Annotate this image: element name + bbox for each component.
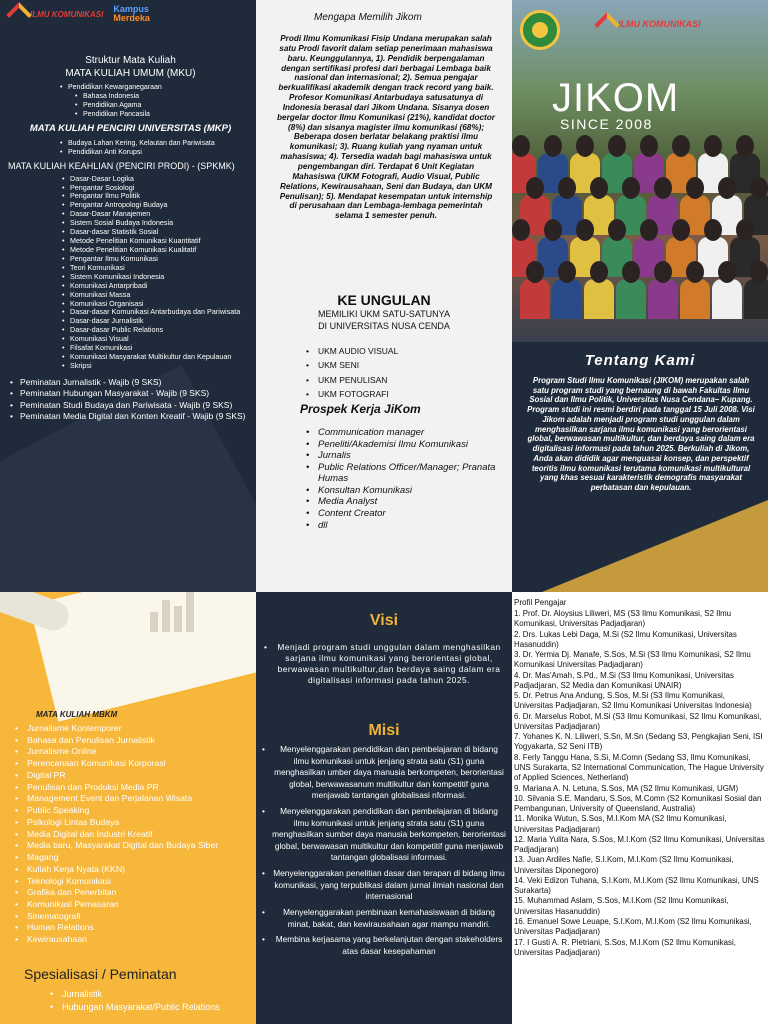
list-item: • Psikologi Lintas Budaya [15,817,218,829]
lecturer-item: 15. Muhammad Aslam, S.Sos, M.I.Kom (S2 Ilmu Komunikasi, Universitas Hasanuddin) [514,896,729,916]
photo-person [622,261,640,283]
list-item: • Pengantar Ilmu Komunikasi [60,255,253,264]
list-item: • Public Speaking [15,805,218,817]
photo-person [672,219,690,241]
list-item: • Management Event dan Perjalanan Wisata [15,793,218,805]
mku-list [58,83,253,119]
photo-person [750,177,768,199]
list-item: • Peminatan Studi Budaya dan Pariwisata - Wajib (9 SKS) [8,400,253,411]
list-item: • Human Relations [15,922,218,934]
list-item: • Media Digital dan Industri Kreatif [15,829,218,841]
list-item: • Pengantar Antropologi Budaya [60,201,253,210]
list-item: • Dasar-dasar Komunikasi Antarbudaya dan Pariwisata [60,308,253,317]
lecturer-item: 9. Mariana A. N. Letuna, S.Sos, MA (S2 Ilmu Komunikasi, UGM) [514,783,739,793]
list-item: • Jurnalisme Online [15,746,218,758]
lecturer-item: 4. Dr. Mas'Amah, S.Pd., M.Si (S3 Ilmu Komunikasi, Universitas Padjadjaran, S2 Media dan Komunikasi UNAIR) [514,670,734,690]
list-item: • Perencanaan Komunikasi Korporasi [15,758,218,770]
panel-tentang-kami [512,0,768,592]
visi-list [264,642,504,686]
list-item: • Dasar-dasar Jurnalistik [60,317,253,326]
list-item: • Peminatan Jurnalistik - Wajib (9 SKS) [8,377,253,388]
panel-mengapa-jikom [256,0,512,592]
list-item: • Teknologi Komunikasi [15,876,218,888]
list-item: • Komunikasi Masyarakat Multikultur dan Kepulauan [60,353,253,362]
lecturer-item: 5. Dr. Petrus Ana Andung, S.Sos, M.Si (S3 Ilmu Komunikasi, Universitas Padjadjaran, S2 Ilmu Komunikasi Universitas Indonesia) [514,691,752,711]
photo-person [704,135,722,157]
visi-text: • Menjadi program studi unggulan dalam menghasilkan sarjana ilmu komunikasi yang berorientasi global, berwawasan multikultur,dan berdaya saing dalam era digitalisasi informasi pada tahun 2025. [264,642,504,686]
list-item: • Komunikasi Visual [60,335,253,344]
lecturer-item: 17. I Gusti A. R. Pietriani, S.Sos, M.I.Kom (S2 Ilmu Komunikasi, Universitas Padjadjaran) [514,937,736,957]
lecturer-item: 2. Drs. Lukas Lebi Daga, M.Si (S2 Ilmu Komunikasi, Universitas Hasanuddin) [514,629,737,649]
photo-person [590,261,608,283]
panel-visi-misi [256,592,512,1024]
list-item: • Pendidikan Kewarganegaraan [58,83,253,92]
logo-bar [8,4,150,24]
list-item: • Pengantar Ilmu Politik [60,192,253,201]
list-item: • Dasar-Dasar Logika [60,175,253,184]
list-item: • Komunikasi Pemasaran [15,899,218,911]
spesialisasi-list [50,988,220,1013]
list-item: • Komunikasi Antarpribadi [60,282,253,291]
lecturer-item: 1. Prof. Dr. Aloysius Liliweri, MS (S3 Ilmu Komunikasi, S2 Ilmu Komunikasi, Universitas Padjadjaran) [514,609,732,629]
mkp-title: MATA KULIAH PENCIRI UNIVERSITAS (MKP) [29,123,232,135]
photo-person [654,261,672,283]
tentang-title: Tentang Kami [584,352,696,369]
lecturer-item: 16. Emanuel Sowe Leuape, S.I.Kom, M.I.Kom (S2 Ilmu Komunikasi, Universitas Padjadjaran) [514,916,752,937]
photo-person [544,219,562,241]
list-item: • Metode Penelitian Komunikasi Kualitatif [60,246,253,255]
peminatan-list [8,377,253,423]
photo-person [616,279,646,319]
list-item: • Kuliah Kerja Nyata (KKN) [15,864,218,876]
list-item: • Teori Komunikasi [60,264,253,273]
photo-person [608,219,626,241]
list-item: • Sinematografi [15,911,218,923]
list-item: • Jurnalisme Kontemporer [15,723,218,735]
list-item: • Media baru, Masyarakat Digital dan Budaya Siber [15,840,218,852]
lecturer-item: 11. Monika Wutun, S.Sos, M.I.Kom MA (S2 Ilmu Komunikasi, Universitas Padjadjaran) [514,814,727,834]
lecturer-item: 7. Yohanes K. N. Liliweri, S.Sn, M.Sn (Sedang S3, Pengkajian Seni, ISI Yogyakarta, S2 Seni ITB) [514,732,763,752]
list-item: • Konsultan Komunikasi [306,485,506,497]
struktur-title: Struktur Mata Kuliah [85,55,176,66]
photo-person [712,279,742,319]
photo-person [576,219,594,241]
keunggulan-subtitle: MEMILIKI UKM SATU-SATUNYA DI UNIVERSITAS NUSA CENDA [317,309,450,332]
prospek-list [306,427,506,531]
list-item: • Jurnalistik [50,988,220,1001]
photo-person [558,177,576,199]
list-item: • Bahasa dan Penulisan Jurnalistik [15,735,218,747]
photo-person [520,279,550,319]
photo-person [718,177,736,199]
list-item: • UKM AUDIO VISUAL [306,344,398,358]
list-item: • Jurnalis [306,450,506,462]
list-item: • Content Creator [306,508,506,520]
photo-person [704,219,722,241]
list-item: • Dasar-Dasar Manajemen [60,210,253,219]
group-photo [512,0,768,342]
lecturer-item: 12. Maria Yulita Nara, S.Sos, M.I.Kom (S2 Ilmu Komunikasi, Universitas Padjadjaran) [514,834,765,855]
list-item: • Menyelenggarakan pembinaan kemahasiswaan di bidang minat, bakat, dan kewirausahaan agar mampu mandiri. [262,907,506,930]
lecturer-item: 3. Dr. Yermia Dj. Manafe, S.Sos, M.Si (S3 Ilmu Komunikasi, S2 Ilmu Komunikasi Universitas Padjadjaran) [514,650,751,670]
photo-person [526,261,544,283]
photo-person [648,279,678,319]
list-item: • Media Analyst [306,496,506,508]
photo-person [544,135,562,157]
university-seal [520,10,560,50]
photo-person [686,177,704,199]
kampus-merdeka-logo: Kampus Merdeka [113,4,150,23]
list-item: • Grafika dan Penerbitan [15,887,218,899]
list-item: • Dasar-dasar Statistik Sosial [60,228,253,237]
photo-person [680,279,710,319]
visi-title: Visi [369,612,399,629]
list-item: • Kewirausahaan [15,934,218,946]
prospek-title: Prospek Kerja JiKom [300,402,421,416]
photo-person [590,177,608,199]
list-item: • Public Relations Officer/Manager; Pranata Humas [306,462,506,485]
panel-profil-pengajar [512,592,768,1024]
list-item: • Peminatan Media Digital dan Konten Kreatif - Wajib (9 SKS) [8,411,253,422]
lecturer-item: 14. Veki Edizon Tuhana, S.I.Kom, M.I.Kom (S2 Ilmu Komunikasi, UNS Surakarta) [514,875,759,896]
list-item: • Bahasa Indonesia [58,92,253,101]
spk-list [60,175,253,371]
since-label: SINCE 2008 [560,116,653,132]
spk-title: MATA KULIAH KEAHLIAN (PENCIRI PRODI) - (SPKMK) [8,160,235,171]
list-item: • Menyelenggarakan pendidikan dan pembelajaran di bidang ilmu komunikasi untuk jenjang strata satu (S1) guna menghasilkan umber daya manusia berkompeten, berorientasi global, berwawasanum multikultur dan kompetitif guna menjawab tantangan globalisasi nformasi. [262,744,506,802]
ilmu-komunikasi-logo: ILMU KOMUNIKASI [8,4,103,24]
list-item: • Pendidikan Pancasila [58,110,253,119]
mengapa-title: Mengapa Memilih Jikom [314,12,422,23]
list-item: • UKM FOTOGRAFI [306,387,398,401]
photo-person [672,135,690,157]
list-item: • Sistem Sosial Budaya Indonesia [60,219,253,228]
mengapa-text: Prodi Ilmu Komunikasi Fisip Undana merupakan salah satu Prodi favorit dalam setiap penerimaan mahasiswa baru. Keunggulannya, 1). Pendidik berpengalaman dengan sertifikasi profesi dari berbagai Lembaga baik nasional dan internasional; 2). Semua pengajar berkualifikasi akademik dengan track record yang baik. Profesor Komunikasi Antarbudaya satusatunya di Indonesia berasal dari Jikom Undana. Sisanya dosen bergelar doctor Ilmu Komunikasi (21%), kandidat doctor (8%) dan sisanya magister ilmu komunikasi (68%); Beberapa dosen berlatar belakang praktisi ilmu komunikasi; 3). Ruang kuliah yang nyaman untuk mahasiswa; 4). Tersedia wadah bagi mahasiswa untuk pengembangan diri. Terdapat 6 Unit Kegiatan Mahasiswa (UKM Fotografi, Audio Visual, Public Relations, Kewirausahaan, Seni dan Budaya, dan UKM Penulisan); 5). Mendapat kesempatan untuk internship di perusahaan dan Lembaga-lembaga pemerintah selama 1 semester penuh. [277,34,495,221]
list-item: • Pendidikan Agama [58,101,253,110]
photo-person [750,261,768,283]
profil-title: Profil Pengajar [514,598,567,607]
list-item: • Pengantar Sosiologi [60,184,253,193]
lecturer-list [514,609,766,958]
photo-person [622,177,640,199]
tentang-text: Program Studi Ilmu Komunikasi (JIKOM) merupakan salah satu program studi yang bernaung di bawah Fakultas Ilmu Sosial dan Ilmu Politik, Universitas Nusa Cendana– Kupang. Program studi ini resmi berdiri pada tanggal 15 Juli 2008. Visi Jikom adalah menjadi program studi unggulan dalam menghasilkan sarjana ilmu komunikasi yang berorientasi global, berwawasan multikultur, dan berdaya saing dalam era digitalisasi informasi pada tahun 2025. Berkuliah di Jikom, Anda akan dididik agar menguasai konsep, dan perspektif teoritis ilmu komunikasi terutama komunikasi multikultural yang khas sesuai karakteristik demografis masyarakat perbatasan dan kepulauan. [527,376,755,493]
photo-person [654,177,672,199]
photo-person [736,135,754,157]
lecturer-item: 10. Silvania S.E. Mandaru, S.Sos, M.Comn (S2 Komunikasi Sosial dan Pembangunan, University of Queensland, Australia) [514,793,762,814]
spesialisasi-title: Spesialisasi / Peminatan [24,966,177,982]
photo-person [640,135,658,157]
mbkm-list [15,723,218,946]
list-item: • Penulisan dan Produksi Media PR [15,782,218,794]
lecturer-item: 6. Dr. Marselus Robot, M.Si (S3 Ilmu Komunikasi, S2 Ilmu Komunikasi, Universitas Padjadjaran) [514,711,762,731]
brand-title: JIKOM [552,76,680,120]
mbkm-title: MATA KULIAH MBKM [36,710,118,719]
list-item: • Digital PR [15,770,218,782]
list-item: • Komunikasi Organisasi [60,300,253,309]
photo-person [640,219,658,241]
list-item: • Pendidikan Anti Korupsi [58,148,253,157]
lecturer-item: 13. Juan Ardiles Nafie, S.I.Kom, M.I.Kom (S2 Ilmu Komunikasi, Universitas Diponegoro) [514,855,734,875]
ukm-list [306,344,398,402]
misi-title: Misi [368,722,400,739]
lecturer-item: 8. Ferly Tanggu Hana, S.Si, M.Comn (Sedang S3, Ilmu Komunikasi, UNS Surakarta, S2 International Communication, The Hague University of Applied Sciences, Netherland) [514,752,764,783]
list-item: • dll [306,520,506,532]
list-item: • Komunikasi Massa [60,291,253,300]
list-item: • Sistem Komunikasi Indonesia [60,273,253,282]
list-item: • Dasar-dasar Public Relations [60,326,253,335]
ilmu-komunikasi-logo: ILMU KOMUNIKASI [596,14,701,34]
photo-person [736,219,754,241]
photo-person [552,279,582,319]
list-item: • Menyelenggarakan penelitian dasar dan terapan di bidang ilmu komunikasi, yang terpublikasi dalam jurnal ilmiah nasional dan internasional [262,868,506,903]
list-item: • Menyelenggarakan pendidikan dan pembelajaran di bidang ilmu komunikasi untuk jenjang strata satu (S1) guna menghasilkan sumber daya manusia berkompeten, berorientasi global, berwawasan multikultur dan kompetitif guna menjawab tantangan globalisasi informasi. [262,806,506,864]
photo-person [526,177,544,199]
list-item: • Communication manager [306,427,506,439]
list-item: • Skripsi [60,362,253,371]
list-item: • Peminatan Hubungan Masyarakat - Wajib (9 SKS) [8,388,253,399]
mku-title: MATA KULIAH UMUM (MKU) [65,68,196,79]
list-item: • Metode Penelitian Komunikasi Kuantitatif [60,237,253,246]
keunggulan-title: KE UNGULAN [337,292,431,308]
photo-person [686,261,704,283]
misi-list [262,744,506,961]
panel-struktur-mata-kuliah [0,0,256,592]
photo-person [576,135,594,157]
photo-person [608,135,626,157]
list-item: • Magang [15,852,218,864]
mkp-list [58,139,253,157]
photo-person [718,261,736,283]
list-item: • Filsafat Komunikasi [60,344,253,353]
list-item: • Budaya Lahan Kering, Kelautan dan Pariwisata [58,139,253,148]
decorative-triangle [542,500,768,592]
list-item: • UKM PENULISAN [306,373,398,387]
panel-mbkm [0,592,256,1024]
list-item: • Membina kerjasama yang berkelanjutan dengan stakeholders atas dasar kesepahaman [262,934,506,957]
photo-person [512,219,530,241]
list-item: • UKM SENI [306,358,398,372]
list-item: • Peneliti/Akademisi Ilmu Komunikasi [306,439,506,451]
photo-person [558,261,576,283]
photo-person [584,279,614,319]
photo-person [512,135,530,157]
photo-person [744,279,768,319]
list-item: • Hubungan Masyarakat/Public Relations [50,1001,220,1014]
